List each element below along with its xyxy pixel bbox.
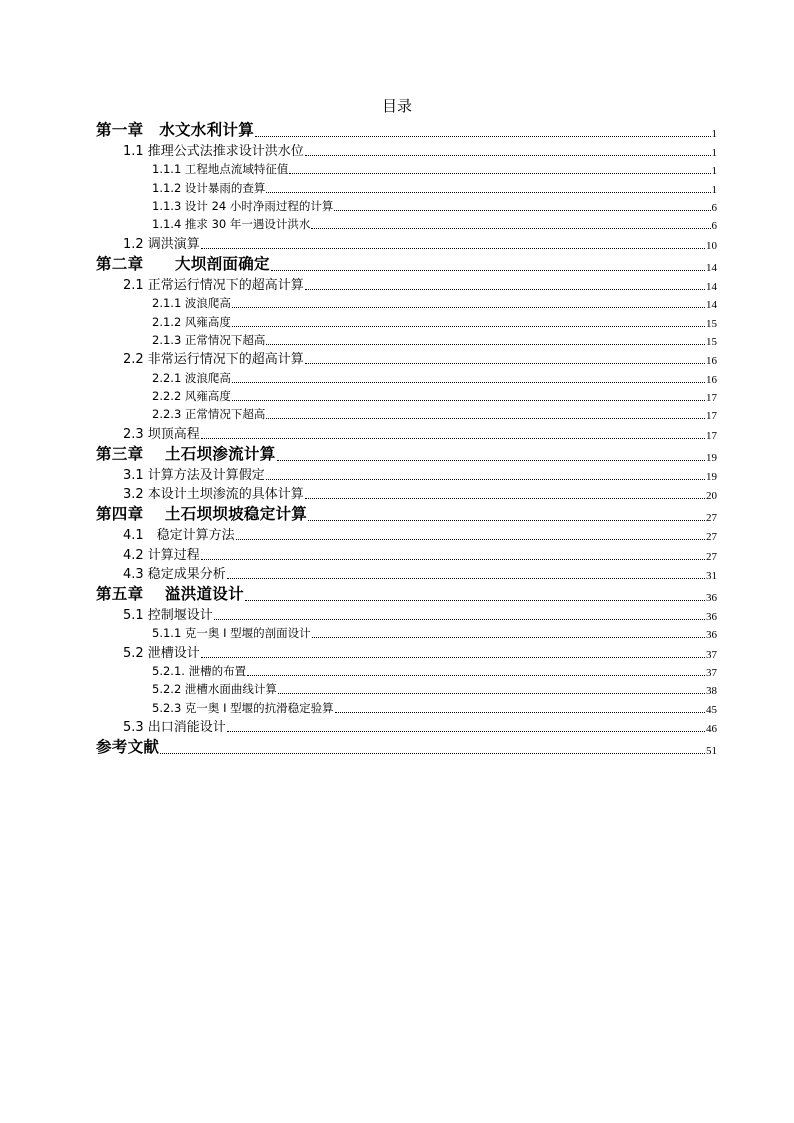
dot-leader	[245, 600, 705, 601]
dot-leader	[308, 520, 705, 521]
dot-leader	[201, 559, 705, 560]
toc-subsection-entry[interactable]	[152, 386, 717, 404]
toc-entry-page-number: 36	[706, 611, 717, 623]
dot-leader	[201, 248, 705, 249]
toc-entry-page-number: 1	[711, 128, 717, 140]
toc-entry-page-number: 20	[706, 490, 717, 503]
toc-section-entry[interactable]	[123, 483, 717, 502]
toc-subsection-entry[interactable]	[152, 623, 717, 641]
dot-leader	[266, 344, 705, 345]
toc-entry-label: 2.1.2 风雍高度	[152, 314, 231, 329]
toc-entry-label: 1.1.4 推求 30 年一遇设计洪水	[152, 217, 311, 232]
toc-entry-label: 1.2 调洪演算	[123, 236, 200, 252]
dot-leader	[232, 307, 705, 308]
dot-leader	[335, 712, 705, 713]
dot-leader	[232, 326, 705, 327]
toc-entry-page-number: 6	[711, 202, 717, 214]
toc-section-entry[interactable]	[123, 642, 717, 661]
dot-leader	[236, 539, 705, 540]
toc-entry-label: 第一章 水文水利计算	[96, 120, 255, 139]
toc-entry-label: 3.1 计算方法及计算假定	[123, 468, 265, 483]
dot-leader	[266, 479, 705, 480]
toc-entry-label: 1.1.2 设计暴雨的查算	[152, 180, 266, 195]
toc-subsection-entry[interactable]	[152, 368, 717, 386]
toc-entry-label: 2.3 坝顶高程	[123, 426, 200, 442]
toc-subsection-entry[interactable]	[152, 330, 717, 348]
dot-leader	[201, 657, 705, 658]
toc-entry-label: 第二章 大坝剖面确定	[96, 254, 270, 273]
toc-entry-page-number: 36	[706, 592, 717, 604]
toc-entry-page-number: 17	[706, 410, 717, 423]
dot-leader	[305, 498, 705, 499]
toc-section-entry[interactable]	[123, 563, 717, 582]
dot-leader	[311, 228, 710, 229]
dot-leader	[232, 400, 705, 401]
toc-chapter-entry[interactable]	[96, 442, 717, 464]
toc-section-entry[interactable]	[123, 464, 717, 483]
toc-entry-page-number: 16	[706, 355, 717, 368]
toc-entry-label: 5.2 泄槽设计	[123, 645, 200, 661]
toc-entry-label: 4.1 稳定计算方法	[123, 528, 235, 544]
toc-entry-page-number: 1	[711, 165, 717, 178]
toc-entry-page-number: 14	[706, 262, 717, 274]
dot-leader	[232, 382, 705, 383]
dot-leader	[160, 753, 705, 754]
dot-leader	[266, 418, 705, 419]
dot-leader	[334, 210, 710, 211]
toc-entry-label: 4.2 计算过程	[123, 547, 200, 563]
toc-section-entry[interactable]	[123, 274, 717, 293]
toc-entry-page-number: 37	[706, 666, 717, 679]
dot-leader	[305, 289, 705, 290]
toc-entry-page-number: 17	[706, 392, 717, 404]
toc-section-entry[interactable]	[123, 604, 717, 623]
toc-entry-label: 第三章 土石坝渗流计算	[96, 444, 276, 463]
toc-section-entry[interactable]	[123, 716, 717, 735]
toc-entry-page-number: 27	[706, 512, 717, 525]
toc-entry-label: 参考文献	[96, 737, 160, 757]
toc-entry-label: 1.1.3 设计 24 小时净雨过程的计算	[152, 199, 334, 213]
toc-entry-label: 2.1.3 正常情况下超高	[152, 333, 266, 347]
toc-entry-page-number: 19	[706, 452, 717, 464]
toc-subsection-entry[interactable]	[152, 404, 717, 422]
toc-entry-label: 第五章 溢洪道设计	[96, 584, 244, 603]
dot-leader	[305, 155, 711, 156]
toc-entry-page-number: 14	[706, 281, 717, 293]
toc-subsection-entry[interactable]	[152, 178, 717, 196]
dot-leader	[305, 363, 705, 364]
toc-entry-page-number: 10	[706, 239, 717, 252]
toc-entry-page-number: 1	[711, 183, 717, 196]
toc-subsection-entry[interactable]	[152, 661, 717, 679]
toc-entry-label: 2.2.1 波浪爬高	[152, 370, 231, 385]
toc-entry-page-number: 51	[706, 745, 717, 758]
toc-subsection-entry[interactable]	[152, 293, 717, 311]
toc-subsection-entry[interactable]	[152, 312, 717, 330]
toc-section-entry[interactable]	[123, 423, 717, 442]
toc-entry-page-number: 14	[706, 299, 717, 312]
toc-entry-label: 4.3 稳定成果分析	[123, 566, 226, 582]
toc-entry-label: 1.1.1 工程地点流域特征值	[152, 162, 289, 177]
toc-section-entry[interactable]	[123, 524, 717, 543]
dot-leader	[227, 731, 705, 732]
toc-entry-page-number: 36	[706, 629, 717, 642]
toc-entry-page-number: 45	[706, 703, 717, 716]
toc-subsection-entry[interactable]	[152, 698, 717, 716]
toc-entry-page-number: 15	[706, 336, 717, 348]
toc-entry-label: 5.2.2 泄槽水面曲线计算	[152, 682, 277, 697]
toc-subsection-entry[interactable]	[152, 214, 717, 232]
toc-chapter-entry[interactable]	[96, 252, 717, 274]
dot-leader	[289, 173, 710, 174]
toc-chapter-entry[interactable]	[96, 735, 717, 757]
dot-leader	[271, 270, 705, 271]
toc-entry-page-number: 6	[711, 220, 717, 233]
toc-entry-label: 5.2.1. 泄槽的布置	[152, 663, 247, 678]
dot-leader	[214, 619, 705, 620]
toc-entry-label: 1.1 推理公式法推求设计洪水位	[123, 144, 304, 159]
toc-entry-page-number: 27	[706, 531, 717, 544]
toc-entry-label: 5.3 出口消能设计	[123, 720, 226, 735]
toc-entry-page-number: 38	[706, 685, 717, 698]
toc-entry-page-number: 27	[706, 550, 717, 563]
toc-section-entry[interactable]	[123, 233, 717, 252]
dot-leader	[255, 136, 710, 137]
toc-entry-page-number: 16	[706, 373, 717, 386]
toc-entry-label: 2.2.3 正常情况下超高	[152, 407, 266, 422]
toc-entry-label: 5.1.1 克一奥 I 型堰的剖面设计	[152, 626, 311, 641]
dot-leader	[201, 438, 705, 439]
toc-entry-page-number: 15	[706, 317, 717, 330]
dot-leader	[266, 192, 710, 193]
toc-entry-page-number: 1	[711, 147, 717, 159]
toc-entry-label: 2.2 非常运行情况下的超高计算	[123, 352, 304, 368]
toc-chapter-entry[interactable]	[96, 118, 717, 140]
toc-entry-label: 2.1.1 波浪爬高	[152, 296, 231, 311]
toc-chapter-entry[interactable]	[96, 502, 717, 524]
dot-leader	[278, 693, 705, 694]
dot-leader	[312, 637, 705, 638]
dot-leader	[247, 675, 705, 676]
toc-entry-page-number: 19	[706, 471, 717, 483]
toc-entry-label: 5.1 控制堰设计	[123, 608, 213, 623]
toc-entry-page-number: 17	[706, 429, 717, 442]
dot-leader	[227, 578, 705, 579]
toc-entry-label: 2.1 正常运行情况下的超高计算	[123, 278, 304, 293]
dot-leader	[277, 460, 706, 461]
toc-entry-label: 2.2.2 风雍高度	[152, 389, 231, 403]
toc-entry-label: 5.2.3 克一奥 I 型堰的抗滑稳定验算	[152, 700, 334, 715]
toc-entry-label: 3.2 本设计土坝渗流的具体计算	[123, 487, 304, 503]
toc-subsection-entry[interactable]	[152, 679, 717, 697]
toc-chapter-entry[interactable]	[96, 582, 717, 604]
toc-section-entry[interactable]	[123, 348, 717, 367]
toc-subsection-entry[interactable]	[152, 159, 717, 177]
toc-entry-page-number: 31	[706, 569, 717, 582]
page-title: 目录	[381, 97, 412, 115]
toc-section-entry[interactable]	[123, 544, 717, 563]
toc-entry-label: 第四章 土石坝坝坡稳定计算	[96, 504, 308, 524]
toc-entry-page-number: 46	[706, 723, 717, 735]
toc-section-entry[interactable]	[123, 140, 717, 159]
toc-subsection-entry[interactable]	[152, 196, 717, 214]
toc-entry-page-number: 37	[706, 648, 717, 661]
